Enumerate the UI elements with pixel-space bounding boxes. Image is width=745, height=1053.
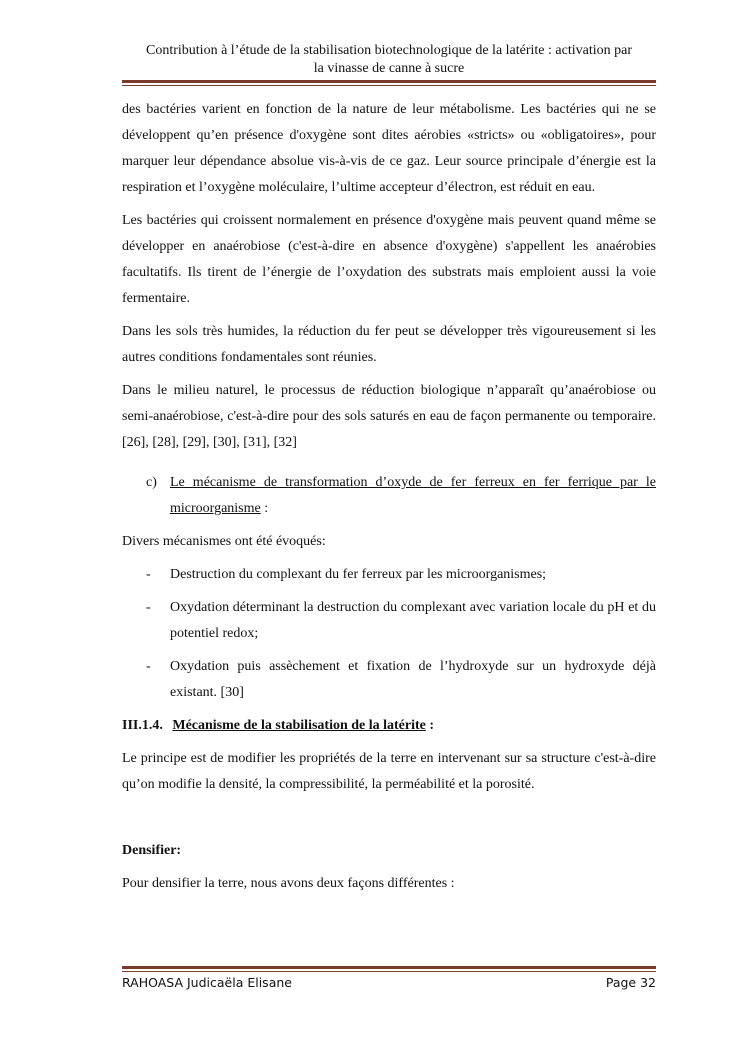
subsection-marker: c) (146, 475, 157, 490)
list-item (122, 654, 656, 706)
footer-page-number: Page 32 (605, 975, 656, 990)
densifier-heading: Densifier: (122, 843, 182, 858)
vertical-spacer (122, 805, 656, 838)
header-title-line-1: Contribution à l’étude de la stabilisation biotechnologique de la latérite : activation par (146, 43, 632, 58)
footer-rule-thick (122, 966, 656, 969)
mechanisms-list (122, 562, 656, 706)
paragraph-natural-environment: Dans le milieu naturel, le processus de réduction biologique n’apparaît qu’anaérobiose ou semi-anaérobiose, c'est-à-dire pour des sols saturés en eau de façon permanente ou temporaire. [26], [28], [29], [30], [31], [32] (122, 383, 656, 450)
list-item-text: Oxydation puis assèchement et fixation de l’hydroxyde sur un hydroxyde déjà existant. [30] (170, 659, 656, 700)
running-header (122, 42, 656, 78)
footer-rule-thin (122, 971, 656, 972)
subsection-suffix: : (260, 501, 269, 516)
subsection-title: Le mécanisme de transformation d’oxyde de fer ferreux en fer ferrique par le microorganisme (170, 475, 656, 516)
subsection-heading (122, 470, 656, 522)
paragraph-aerobic: des bactéries varient en fonction de la nature de leur métabolisme. Les bactéries qui ne se développent qu’en présence d'oxygène sont dites aérobies «stricts» ou «obligatoires», pour marquer leur dépendance absolue vis-à-vis de ce gaz. Leur source principale d’énergie est la respiration et l’oxygène moléculaire, l’ultime accepteur d’électron, est réduit en eau. (122, 102, 656, 195)
section-suffix: : (425, 718, 435, 733)
bullet-dash: - (146, 600, 151, 615)
paragraph-densify: Pour densifier la terre, nous avons deux façons différentes : (122, 876, 455, 891)
section-title: Mécanisme de la stabilisation de la latérite (172, 718, 426, 733)
footer-author: RAHOASA Judicaëla Elisane (122, 975, 292, 990)
paragraph-humid-soils: Dans les sols très humides, la réduction du fer peut se développer très vigoureusement si les autres conditions fondamentales sont réunies. (122, 324, 656, 365)
section-number: III.1.4. (122, 718, 163, 733)
bullet-dash: - (146, 567, 151, 582)
list-item-text: Destruction du complexant du fer ferreux par les microorganismes; (170, 567, 547, 582)
header-rule-thick (122, 80, 656, 83)
section-heading (122, 713, 656, 739)
header-rule-thin (122, 85, 656, 86)
mechanisms-intro: Divers mécanismes ont été évoqués: (122, 534, 326, 549)
list-item-text: Oxydation déterminant la destruction du complexant avec variation locale du pH et du potentiel redox; (170, 600, 656, 641)
header-title-line-2: la vinasse de canne à sucre (313, 61, 465, 76)
paragraph-principle: Le principe est de modifier les propriétés de la terre en intervenant sur sa structure c'est-à-dire qu’on modifie la densité, la compressibilité, la perméabilité et la porosité. (122, 751, 656, 792)
list-item (122, 595, 656, 647)
page-body (122, 97, 656, 904)
list-item (122, 562, 656, 588)
bullet-dash: - (146, 659, 151, 674)
paragraph-facultative: Les bactéries qui croissent normalement en présence d'oxygène mais peuvent quand même se développer en anaérobiose (c'est-à-dire en absence d'oxygène) s'appellent les anaérobies facultatifs. Ils tirent de l’énergie de l’oxydation des substrats mais emploient aussi la voie fermentaire. (122, 213, 656, 306)
